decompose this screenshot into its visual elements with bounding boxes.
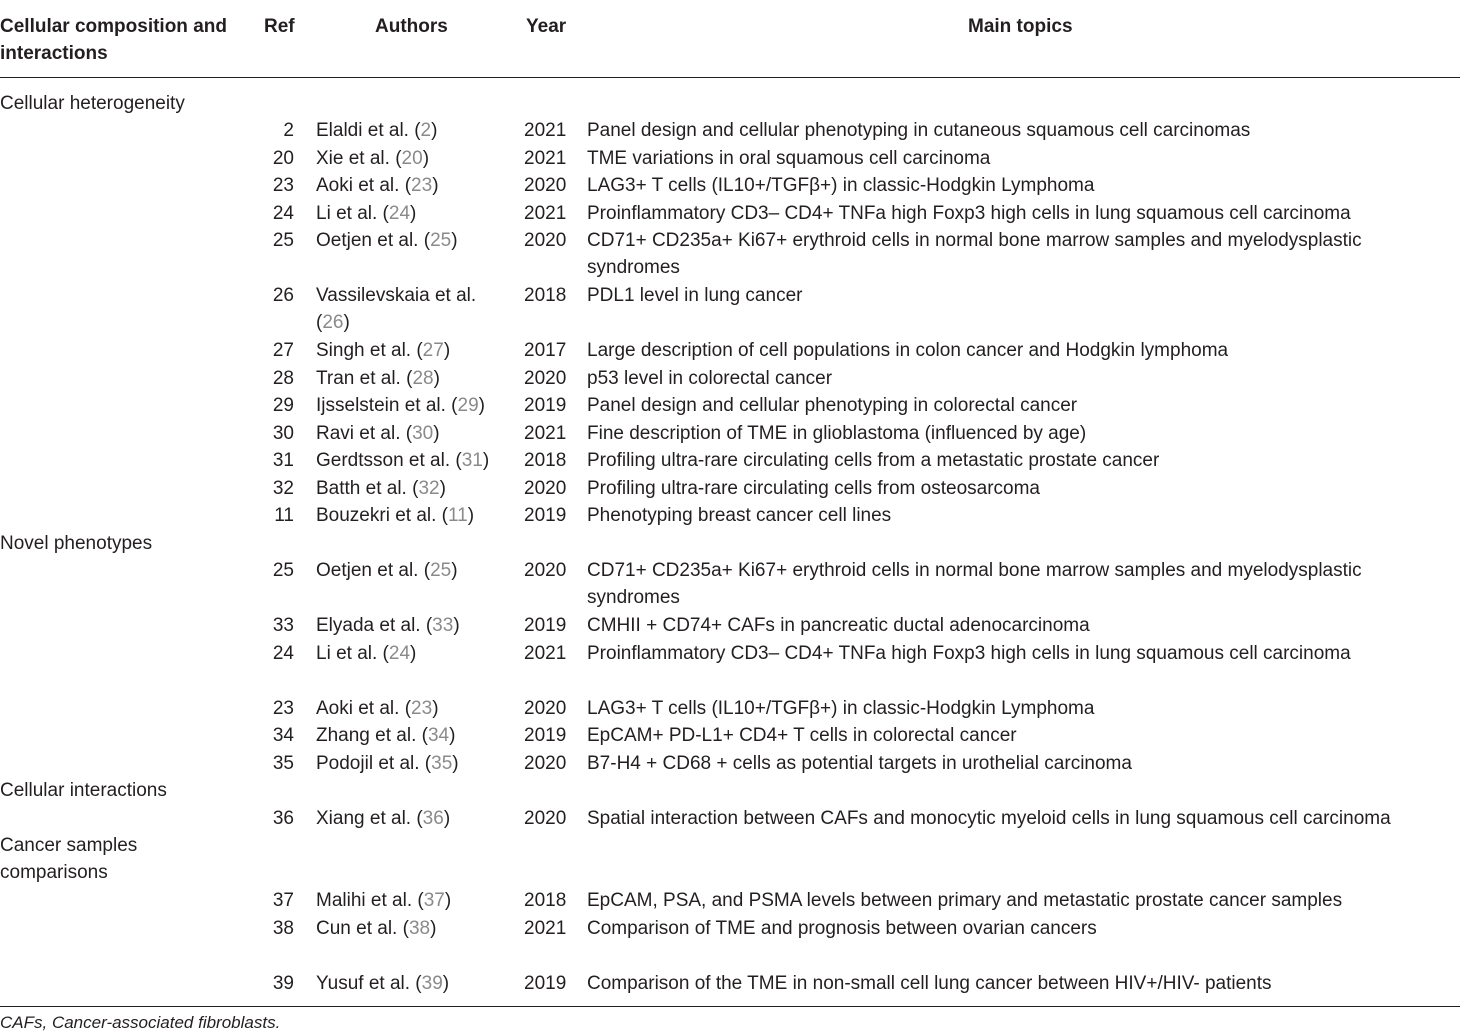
citation-link[interactable]: 11	[448, 505, 468, 526]
author-name: Elaldi et al. (	[316, 120, 421, 141]
footnote: CAFs, Cancer-associated fibroblasts.	[0, 1013, 281, 1032]
year-cell: 2020	[524, 368, 567, 389]
author-cell	[316, 750, 459, 777]
citation-close: )	[439, 478, 446, 499]
citation-link[interactable]: 38	[408, 918, 431, 939]
topic-cell: Comparison of TME and prognosis between ovarian cancers	[587, 918, 1097, 939]
citation-link[interactable]: 26	[322, 312, 344, 333]
citation-link[interactable]: 32	[418, 478, 440, 499]
header-composition: Cellular composition and interactions	[0, 16, 227, 64]
year-cell: 2019	[524, 505, 567, 526]
author-name: Batth et al. (	[316, 478, 419, 499]
author-cell	[316, 722, 455, 749]
category-label: Novel phenotypes	[0, 533, 153, 554]
author-name: Ijsselstein et al. (	[316, 395, 458, 416]
author-name: Zhang et al. (	[316, 725, 428, 746]
ref-number: 24	[272, 203, 294, 224]
author-cell	[316, 337, 450, 364]
topic-cell: Spatial interaction between CAFs and monocytic myeloid cells in lung squamous cell carcinoma	[587, 808, 1391, 829]
topic-cell: TME variations in oral squamous cell carcinoma	[587, 148, 991, 169]
ref-number: 23	[272, 175, 294, 196]
year-cell: 2021	[524, 918, 567, 939]
citation-close: )	[422, 148, 430, 169]
year-cell: 2018	[524, 890, 567, 911]
ref-number: 25	[272, 230, 294, 251]
ref-number: 24	[272, 643, 294, 664]
year-cell: 2018	[524, 450, 567, 471]
category-label: Cellular interactions	[0, 780, 167, 801]
citation-link[interactable]: 36	[422, 808, 444, 829]
header-rule	[0, 77, 1460, 78]
header-topics: Main topics	[968, 16, 1073, 37]
author-cell	[316, 172, 439, 199]
topic-cell: B7-H4 + CD68 + cells as potential targets in urothelial carcinoma	[587, 753, 1132, 774]
ref-number: 34	[272, 725, 294, 746]
citation-link[interactable]: 25	[430, 230, 452, 251]
ref-number: 25	[272, 560, 294, 581]
topic-cell: LAG3+ T cells (IL10+/TGFβ+) in classic-Hodgkin Lymphoma	[587, 175, 1095, 196]
author-name: Gerdtsson et al. (	[316, 450, 462, 471]
author-cell	[316, 887, 451, 914]
topic-cell: Proinflammatory CD3– CD4+ TNFa high Foxp3 high cells in lung squamous cell carcinoma	[587, 203, 1351, 224]
citation-close: )	[443, 808, 451, 829]
topic-cell: Comparison of the TME in non-small cell lung cancer between HIV+/HIV- patients	[587, 973, 1272, 994]
citation-link[interactable]: 33	[432, 615, 454, 636]
citation-link[interactable]: 35	[431, 753, 453, 774]
author-cell	[316, 695, 439, 722]
topic-cell: EpCAM, PSA, and PSMA levels between primary and metastatic prostate cancer samples	[587, 890, 1343, 911]
author-name: Ravi et al. (	[316, 423, 413, 444]
topic-cell: Profiling ultra-rare circulating cells from a metastatic prostate cancer	[587, 450, 1160, 471]
author-cell	[316, 557, 458, 584]
citation-link[interactable]: 29	[457, 395, 479, 416]
year-cell: 2020	[524, 808, 567, 829]
citation-close: )	[482, 450, 490, 471]
author-name: Singh et al. (	[316, 340, 423, 361]
year-cell: 2021	[524, 120, 567, 141]
topic-cell-continued: syndromes	[587, 587, 680, 608]
topic-cell: Large description of cell populations in colon cancer and Hodgkin lymphoma	[587, 340, 1229, 361]
ref-number: 36	[272, 808, 294, 829]
author-cell	[316, 420, 440, 447]
citation-close: )	[432, 175, 439, 196]
year-cell: 2019	[524, 973, 567, 994]
author-cell	[316, 282, 476, 309]
header-ref: Ref	[264, 16, 295, 37]
author-name: Elyada et al. (	[316, 615, 433, 636]
ref-number: 33	[272, 615, 294, 636]
year-cell: 2020	[524, 230, 567, 251]
ref-number: 30	[272, 423, 294, 444]
citation-link[interactable]: 30	[412, 423, 434, 444]
author-name: Aoki et al. (	[316, 175, 412, 196]
topic-cell: EpCAM+ PD-L1+ CD4+ T cells in colorectal cancer	[587, 725, 1017, 746]
topic-cell: CD71+ CD235a+ Ki67+ erythroid cells in normal bone marrow samples and myelodysplastic	[587, 230, 1362, 251]
year-cell: 2019	[524, 395, 567, 416]
citation-close: )	[431, 120, 438, 141]
citation-link[interactable]: 27	[422, 340, 444, 361]
author-name: Xiang et al. (	[316, 808, 423, 829]
ref-number: 26	[272, 285, 294, 306]
citation-close: )	[410, 203, 417, 224]
author-cell	[316, 200, 416, 227]
citation-link[interactable]: 25	[430, 560, 452, 581]
author-cell	[316, 227, 458, 254]
author-cell	[316, 970, 449, 997]
author-cell	[316, 392, 485, 419]
year-cell: 2018	[524, 285, 567, 306]
citation-link[interactable]: 39	[421, 973, 443, 994]
topic-cell: LAG3+ T cells (IL10+/TGFβ+) in classic-Hodgkin Lymphoma	[587, 698, 1095, 719]
author-name: Yusuf et al. (	[316, 973, 422, 994]
topic-cell: CD71+ CD235a+ Ki67+ erythroid cells in normal bone marrow samples and myelodysplastic	[587, 560, 1362, 581]
ref-number: 27	[272, 340, 294, 361]
ref-number: 31	[272, 450, 294, 471]
author-name: Malihi et al. (	[316, 890, 424, 911]
author-name: Aoki et al. (	[316, 698, 412, 719]
citation-close: )	[433, 423, 440, 444]
citation-close: )	[433, 368, 440, 389]
year-cell: 2019	[524, 615, 567, 636]
citation-close: )	[410, 643, 417, 664]
ref-number: 23	[272, 698, 294, 719]
citation-link[interactable]: 31	[461, 450, 483, 471]
category-label: Cancer samples comparisons	[0, 835, 138, 883]
citation-link[interactable]: 34	[427, 725, 450, 746]
year-cell: 2020	[524, 478, 567, 499]
author-name: Vassilevskaia et al.	[316, 285, 477, 306]
citation-close: )	[430, 918, 437, 939]
ref-number: 35	[272, 753, 294, 774]
author-name: Li et al. (	[316, 643, 389, 664]
ref-number: 32	[272, 478, 294, 499]
author-cell	[316, 805, 450, 832]
topic-cell: Profiling ultra-rare circulating cells from osteosarcoma	[587, 478, 1040, 499]
topic-cell: Panel design and cellular phenotyping in colorectal cancer	[587, 395, 1078, 416]
topic-cell: p53 level in colorectal cancer	[587, 368, 833, 389]
author-name: Oetjen et al. (	[316, 560, 431, 581]
citation-link[interactable]: 20	[401, 148, 423, 169]
ref-number: 20	[272, 148, 294, 169]
year-cell: 2020	[524, 175, 567, 196]
header-year: Year	[526, 16, 567, 37]
category-label: Cellular heterogeneity	[0, 93, 185, 114]
topic-cell: Proinflammatory CD3– CD4+ TNFa high Foxp3 high cells in lung squamous cell carcinoma	[587, 643, 1351, 664]
year-cell: 2017	[524, 340, 567, 361]
topic-cell: Phenotyping breast cancer cell lines	[587, 505, 892, 526]
year-cell: 2020	[524, 698, 567, 719]
citation-close: )	[451, 230, 458, 251]
year-cell: 2021	[524, 643, 567, 664]
citation-link[interactable]: 28	[412, 368, 434, 389]
year-cell: 2021	[524, 423, 567, 444]
author-name: Podojil et al. (	[316, 753, 432, 774]
year-cell: 2021	[524, 203, 567, 224]
author-cell	[316, 145, 429, 172]
citation-close: )	[444, 890, 452, 911]
year-cell: 2020	[524, 560, 567, 581]
topic-cell: CMHII + CD74+ CAFs in pancreatic ductal adenocarcinoma	[587, 615, 1090, 636]
author-cell-continued: (26)	[316, 312, 350, 333]
author-name: Tran et al. (	[316, 368, 413, 389]
author-cell	[316, 365, 440, 392]
year-cell: 2021	[524, 148, 567, 169]
ref-number: 37	[272, 890, 294, 911]
author-cell	[316, 640, 416, 667]
author-name: Xie et al. (	[316, 148, 402, 169]
header-authors: Authors	[375, 16, 448, 37]
citation-link[interactable]: 23	[411, 698, 433, 719]
author-cell	[316, 612, 460, 639]
citation-close: )	[453, 615, 460, 636]
citation-link[interactable]: 37	[423, 890, 445, 911]
ref-number: 39	[272, 973, 294, 994]
ref-number: 28	[272, 368, 294, 389]
citation-close: )	[452, 753, 459, 774]
citation-close: )	[432, 698, 439, 719]
topic-cell: Panel design and cellular phenotyping in cutaneous squamous cell carcinomas	[587, 120, 1251, 141]
ref-number: 38	[272, 918, 294, 939]
ref-number: 29	[272, 395, 294, 416]
citation-close: )	[442, 973, 450, 994]
author-name: Bouzekri et al. (	[316, 505, 448, 526]
citation-link[interactable]: 2	[420, 120, 432, 141]
citation-close: )	[478, 395, 485, 416]
author-name: Cun et al. (	[316, 918, 409, 939]
ref-number: 11	[274, 505, 294, 526]
citation-link[interactable]: 24	[388, 203, 411, 224]
citation-close: )	[451, 560, 458, 581]
citation-close: )	[443, 340, 451, 361]
citation-close: )	[449, 725, 456, 746]
ref-number: 2	[283, 120, 294, 141]
year-cell: 2019	[524, 725, 567, 746]
author-cell	[316, 475, 446, 502]
topic-cell-continued: syndromes	[587, 257, 680, 278]
topic-cell: PDL1 level in lung cancer	[587, 285, 803, 306]
author-cell	[316, 502, 474, 529]
footer-rule	[0, 1006, 1460, 1007]
author-name: Li et al. (	[316, 203, 389, 224]
citation-link[interactable]: 23	[411, 175, 433, 196]
author-cell	[316, 915, 436, 942]
citation-link[interactable]: 24	[388, 643, 411, 664]
topic-cell: Fine description of TME in glioblastoma (influenced by age)	[587, 423, 1087, 444]
author-name: Oetjen et al. (	[316, 230, 431, 251]
author-cell	[316, 117, 437, 144]
citation-close: )	[467, 505, 475, 526]
author-cell	[316, 447, 489, 474]
year-cell: 2020	[524, 753, 567, 774]
